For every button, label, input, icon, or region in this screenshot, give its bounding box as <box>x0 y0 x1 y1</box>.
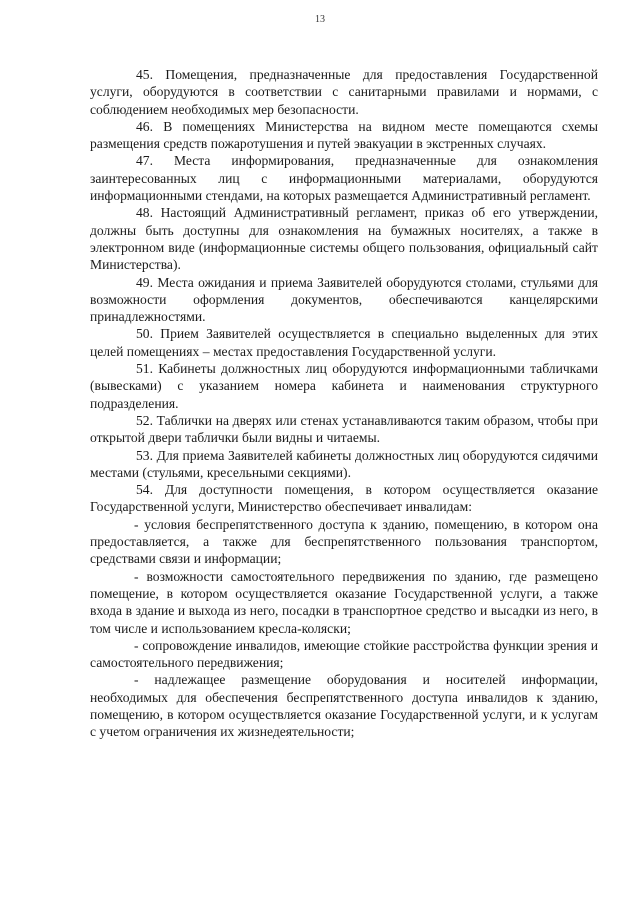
paragraph-49: 49. Места ожидания и приема Заявителей оборудуются столами, стульями для возможности оформления документов, обеспечиваются канцелярскими принадлежностями. <box>90 274 598 325</box>
paragraph-46: 46. В помещениях Министерства на видном месте помещаются схемы размещения средств пожаротушения и путей эвакуации в экстренных случаях. <box>90 118 598 152</box>
paragraph-48: 48. Настоящий Административный регламент, приказ об его утверждении, должны быть доступны для ознакомления на бумажных носителях, а также в электронном виде (информационные системы общего пользования, официальный сайт Министерства). <box>90 205 598 273</box>
page-number: 13 <box>315 14 325 25</box>
list-item-escort: - сопровождение инвалидов, имеющие стойкие расстройства функции зрения и самостоятельного передвижения; <box>90 637 598 671</box>
list-item-movement: - возможности самостоятельного передвижения по зданию, где размещено помещение, в котором осуществляется оказание Государственной услуги, а также входа в здание и выхода из него, посадки в транспортное средство и высадки из него, в том числе и использованием кресла-коляски; <box>90 568 598 636</box>
document-body <box>90 66 598 741</box>
paragraph-47: 47. Места информирования, предназначенные для ознакомления заинтересованных лиц с информационными материалами, оборудуются информационными стендами, на которых размещается Административный регламент. <box>90 153 598 204</box>
list-item-access-conditions: - условия беспрепятственного доступа к зданию, помещению, в котором она предоставляется, а также для беспрепятственного пользования транспортом, средствами связи и информации; <box>90 516 598 567</box>
paragraph-52: 52. Таблички на дверях или стенах устанавливаются таким образом, чтобы при открытой двери таблички были видны и читаемы. <box>90 412 598 446</box>
paragraph-51: 51. Кабинеты должностных лиц оборудуются информационными табличками (вывесками) с указанием номера кабинета и наименования структурного подразделения. <box>90 361 598 411</box>
paragraph-50: 50. Прием Заявителей осуществляется в специально выделенных для этих целей помещениях – местах предоставления Государственной услуги. <box>90 326 598 359</box>
paragraph-54: 54. Для доступности помещения, в котором осуществляется оказание Государственной услуги, Министерство обеспечивает инвалидам: <box>90 482 598 515</box>
paragraph-45: 45. Помещения, предназначенные для предоставления Государственной услуги, оборудуются в соответствии с санитарными правилами и нормами, с соблюдением необходимых мер безопасности. <box>90 67 598 117</box>
list-item-equipment-placement: - надлежащее размещение оборудования и носителей информации, необходимых для обеспечения беспрепятственного доступа инвалидов к зданию, помещению, в котором осуществляется оказание Государственной услуги, и к услугам с учетом ограничения их жизнедеятельности; <box>90 672 598 740</box>
paragraph-53: 53. Для приема Заявителей кабинеты должностных лиц оборудуются сидячими местами (стульями, кресельными секциями). <box>90 447 598 480</box>
